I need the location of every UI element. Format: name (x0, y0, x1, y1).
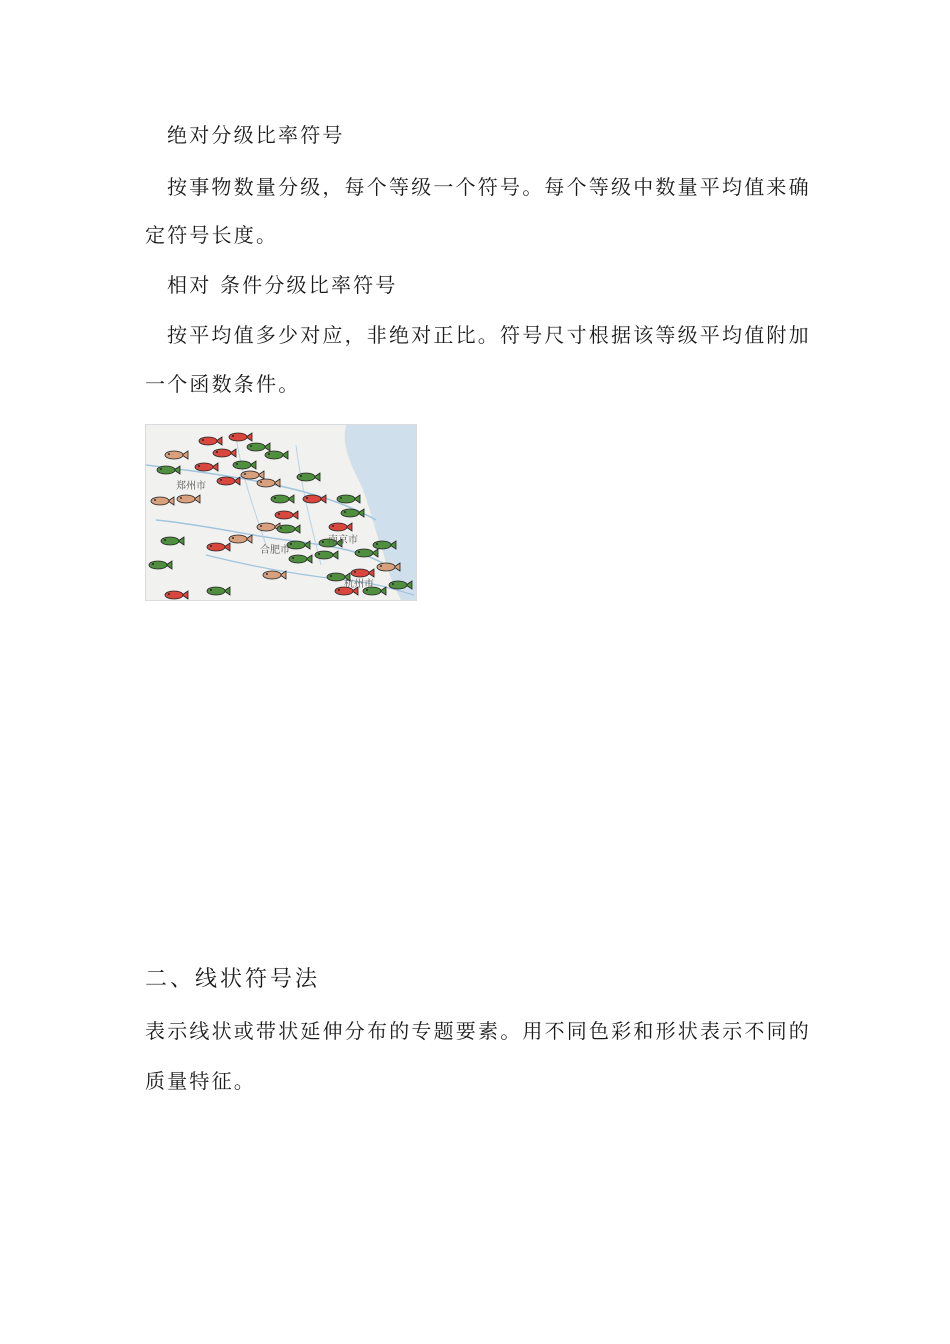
fish-distribution-map (145, 424, 417, 601)
text-line-1: 绝对分级比率符号 (167, 123, 345, 147)
text-line-8: 表示线状或带状延伸分布的专题要素。用不同色彩和形状表示不同的 (145, 1019, 811, 1043)
map-label-hangzhou: 杭州市 (344, 579, 374, 590)
text-line-6: 一个函数条件。 (145, 372, 301, 396)
text-line-4: 相对 条件分级比率符号 (167, 273, 398, 297)
text-line-9: 质量特征。 (145, 1069, 256, 1093)
map-svg (146, 425, 417, 601)
map-label-nanjing: 南京市 (328, 535, 358, 546)
section-heading: 二、线状符号法 (145, 967, 321, 992)
text-line-5: 按平均值多少对应，非绝对正比。符号尺寸根据该等级平均值附加 (167, 323, 811, 347)
map-label-hefei: 合肥市 (260, 545, 290, 556)
map-label-zhengzhou: 郑州市 (176, 481, 206, 492)
text-line-2: 按事物数量分级，每个等级一个符号。每个等级中数量平均值来确 (167, 175, 811, 199)
text-line-3: 定符号长度。 (145, 223, 279, 247)
